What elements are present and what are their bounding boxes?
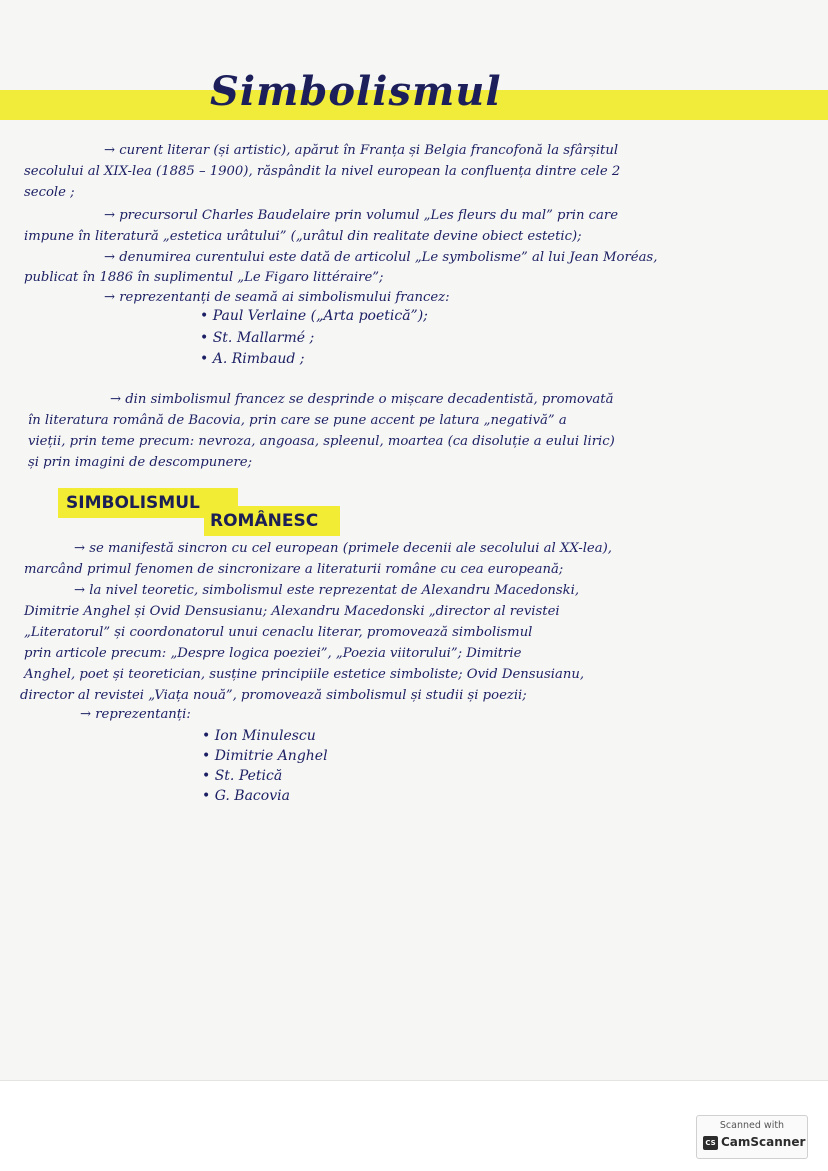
list-item: • A. Rimbaud ; <box>200 351 305 367</box>
intro-line: → precursorul Charles Baudelaire prin volumul „Les fleurs du mal” prin care <box>104 208 619 223</box>
intro-line: → reprezentanți de seamă ai simbolismului francez: <box>104 290 450 305</box>
list-item: • St. Mallarmé ; <box>200 330 315 346</box>
list-item: • Ion Minulescu <box>202 728 316 744</box>
page-title: Simbolismul <box>210 68 502 115</box>
decadent-line: și prin imagini de descompunere; <box>28 455 253 470</box>
camscanner-logo-icon: CS <box>703 1136 718 1150</box>
intro-line: → curent literar (și artistic), apărut în Franța și Belgia francofonă la sfârșitul <box>104 143 619 158</box>
romanian-line: director al revistei „Viața nouă”, promovează simbolismul și studii și poezii; <box>20 688 527 703</box>
intro-line: secolului al XIX-lea (1885 – 1900), răspândit la nivel european la confluența dintre cele 2 <box>24 164 621 179</box>
romanian-line: Anghel, poet și teoretician, susține principiile estetice simboliste; Ovid Densusianu, <box>24 667 585 682</box>
watermark-brand: CamScanner <box>721 1135 806 1149</box>
section-heading: ROMÂNESC <box>210 511 319 531</box>
intro-line: → denumirea curentului este dată de articolul „Le symbolisme” al lui Jean Moréas, <box>104 250 658 265</box>
romanian-line: → la nivel teoretic, simbolismul este reprezentat de Alexandru Macedonski, <box>74 583 580 598</box>
romanian-line: → se manifestă sincron cu cel european (primele decenii ale secolului al XX-lea), <box>74 541 612 556</box>
romanian-line: Dimitrie Anghel și Ovid Densusianu; Alexandru Macedonski „director al revistei <box>24 604 560 619</box>
watermark-caption: Scanned with <box>719 1120 785 1131</box>
section-heading: SIMBOLISMUL <box>66 493 200 513</box>
list-item: • G. Bacovia <box>202 788 290 804</box>
decadent-line: în literatura română de Bacovia, prin care se pune accent pe latura „negativă” a <box>28 413 567 428</box>
intro-line: impune în literatură „estetica urâtului” („urâtul din realitate devine obiect estetic); <box>24 229 582 244</box>
romanian-line: marcând primul fenomen de sincronizare a literaturii române cu cea europeană; <box>24 562 564 577</box>
romanian-line: → reprezentanți: <box>80 707 191 722</box>
romanian-line: „Literatorul” și coordonatorul unui cenaclu literar, promovează simbolismul <box>24 625 533 640</box>
decadent-line: → din simbolismul francez se desprinde o mișcare decadentistă, promovată <box>110 392 614 407</box>
decadent-line: vieții, prin teme precum: nevroza, angoasa, spleenul, moartea (ca disoluție a eului liric) <box>28 434 615 449</box>
intro-line: secole ; <box>24 185 75 200</box>
romanian-line: prin articole precum: „Despre logica poeziei”, „Poezia viitorului”; Dimitrie <box>24 646 522 661</box>
list-item: • Paul Verlaine („Arta poetică”); <box>200 308 428 324</box>
list-item: • St. Petică <box>202 768 283 784</box>
intro-line: publicat în 1886 în suplimentul „Le Figaro littéraire”; <box>24 270 384 285</box>
camscanner-watermark <box>696 1115 808 1159</box>
list-item: • Dimitrie Anghel <box>202 748 328 764</box>
